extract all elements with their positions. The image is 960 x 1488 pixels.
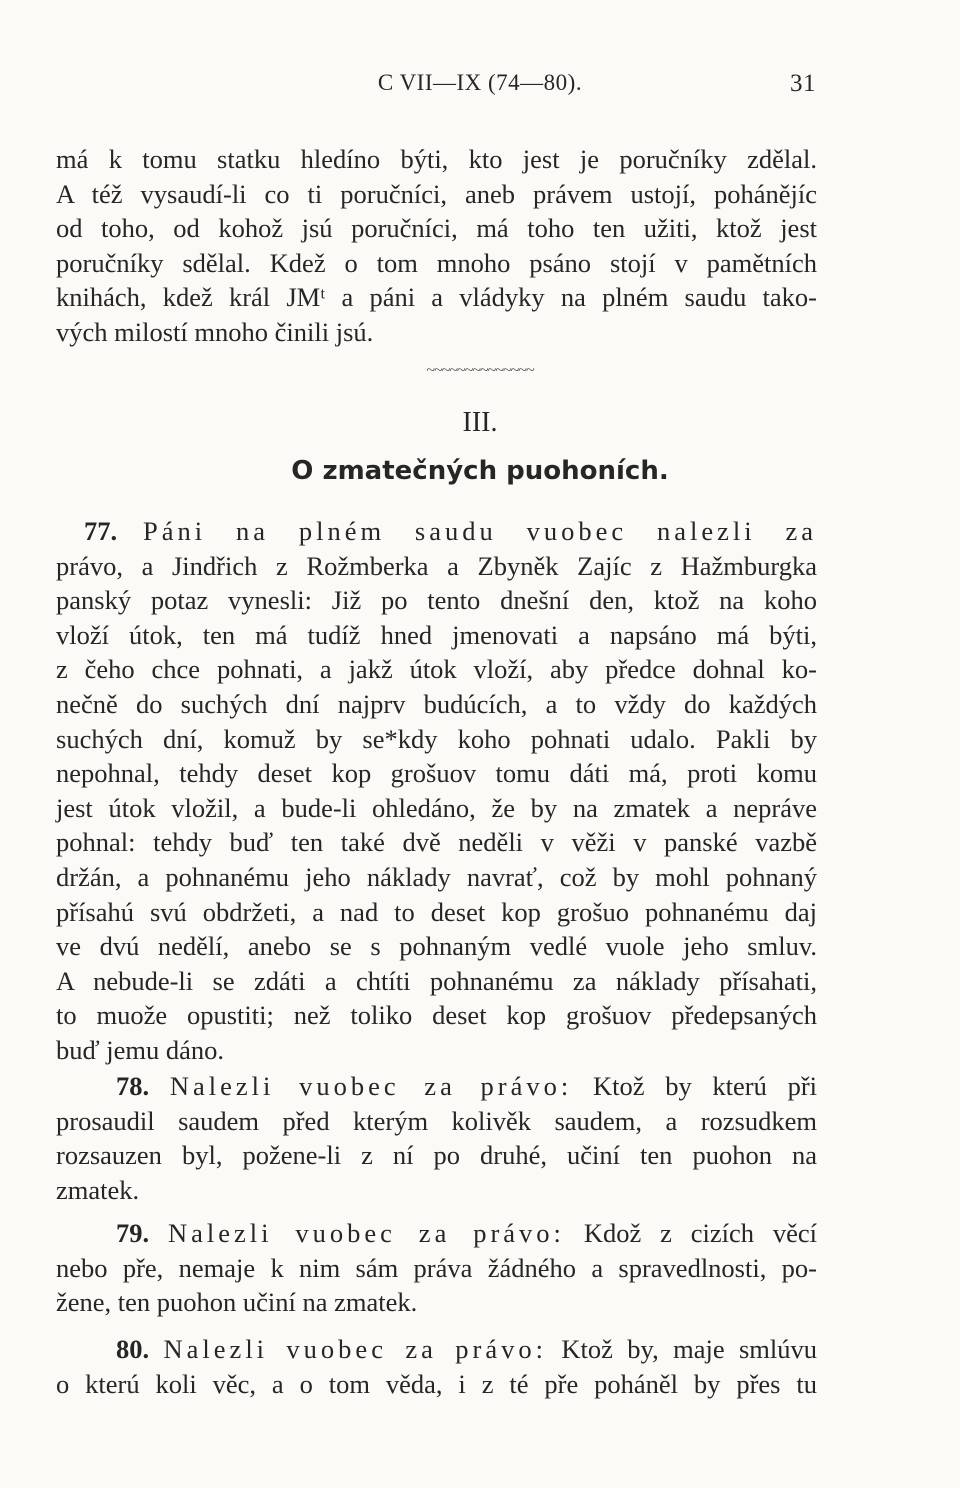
- article-80: [56, 1332, 817, 1401]
- article-lead-rest: Ktož by, maje smlúvu: [561, 1334, 818, 1364]
- article-number: 78.: [116, 1071, 150, 1101]
- page-number: 31: [790, 70, 816, 97]
- text-line: nečně do suchých dní najprv budúcích, a to vždy do každých: [56, 688, 817, 719]
- text-line: držán, a pohnanému jeho náklady navrať, což by mohl pohnaný: [56, 861, 817, 892]
- section-ornament: ~~~~~~~~~~~~~~: [426, 362, 534, 379]
- text-line: má k tomu statku hledíno býti, kto jest je poručníky zdělal.: [56, 144, 817, 174]
- text-line: prosaudil saudem před kterým kolivěk saudem, a rozsudkem: [56, 1105, 817, 1136]
- text-line: panský potaz vynesli: Již po tento dnešní den, ktož na koho: [56, 585, 817, 616]
- section-title: O zmatečných puohoních.: [291, 456, 669, 486]
- text-line: poručníky sdělal. Kdež o tom mnoho psáno stojí v pamětních: [56, 247, 817, 278]
- text-line: nebo pře, nemaje k nim sám práva žádného a spravedlnosti, po-: [56, 1252, 817, 1283]
- text-line: právo, a Jindřich z Rožmberka a Zbyněk Zajíc z Hažmburgka: [56, 550, 817, 581]
- text-line: o kterú koli věc, a o tom věda, i z té pře poháněl by přes tu: [56, 1368, 817, 1399]
- text-line: vých milostí mnoho činili jsú.: [56, 316, 374, 347]
- intro-paragraph: [56, 142, 817, 350]
- text-line: rozsauzen byl, požene-li z ní po druhé, učiní ten puohon na: [56, 1140, 817, 1171]
- article-lead-rest: Ktož by kterú při: [592, 1071, 818, 1101]
- article-lead-rest: Kdož z cizích věcí: [583, 1218, 818, 1248]
- article-first-line: [56, 1069, 817, 1104]
- article-77: [56, 514, 817, 1068]
- article-first-line: [56, 1332, 817, 1367]
- running-title: C VII—IX (74—80).: [377, 70, 583, 95]
- text-line: z čeho chce pohnati, a jakž útok vloží, aby předce dohnal ko-: [56, 654, 817, 685]
- article-lead: Nalezli vuobec za právo:: [169, 1071, 573, 1101]
- text-line: jest útok vložil, a bude-li ohledáno, že by na zmatek a nepráve: [56, 792, 817, 823]
- page-header: [0, 70, 960, 106]
- text-line: od toho, od kohož jsú poručníci, má toho ten užiti, ktož jest: [56, 213, 817, 244]
- text-line: zmatek.: [56, 1174, 140, 1205]
- article-79: [56, 1216, 817, 1320]
- text-line: A nebude-li se zdáti a chtíti pohnanému za náklady přísahati,: [56, 965, 817, 996]
- text-line: to muože opustiti; než toliko deset kop grošuov předepsaných: [56, 1000, 817, 1031]
- section-number: III.: [462, 407, 498, 438]
- article-first-line: [56, 514, 817, 549]
- article-number: 77.: [84, 516, 118, 546]
- article-lead: Nalezli vuobec za právo:: [163, 1334, 547, 1364]
- article-lead: Nalezli vuobec za právo:: [168, 1218, 565, 1248]
- text-line: vloží útok, ten má tudíž hned jmenovati a napsáno má býti,: [56, 619, 817, 650]
- text-line: nepohnal, tehdy deset kop grošuov tomu dáti má, proti komu: [56, 758, 817, 789]
- text-line: přísahú svú obdržeti, a nad to deset kop grošuo pohnanému daj: [56, 896, 817, 927]
- article-78: [56, 1069, 817, 1207]
- text-line: A též vysaudí-li co ti poručníci, aneb právem ustojí, pohánějíc: [56, 178, 817, 209]
- text-line: buď jemu dáno.: [56, 1034, 225, 1065]
- text-line: knihách, kdež král JMᵗ a páni a vládyky na plném saudu tako-: [56, 282, 817, 313]
- article-number: 79.: [116, 1218, 150, 1248]
- text-line: suchých dní, komuž by se*kdy koho pohnati udalo. Pakli by: [56, 723, 817, 754]
- text-line: ve dvú nedělí, anebo se s pohnaným vedlé vuole jeho smluv.: [56, 931, 817, 962]
- article-number: 80.: [116, 1334, 150, 1364]
- article-lead: Páni na plném saudu vuobec nalezli za: [142, 516, 817, 546]
- article-first-line: [56, 1216, 817, 1251]
- text-line: žene, ten puohon učiní na zmatek.: [56, 1287, 418, 1318]
- text-line: pohnal: tehdy buď ten také dvě neděli v věži v panské vazbě: [56, 827, 817, 858]
